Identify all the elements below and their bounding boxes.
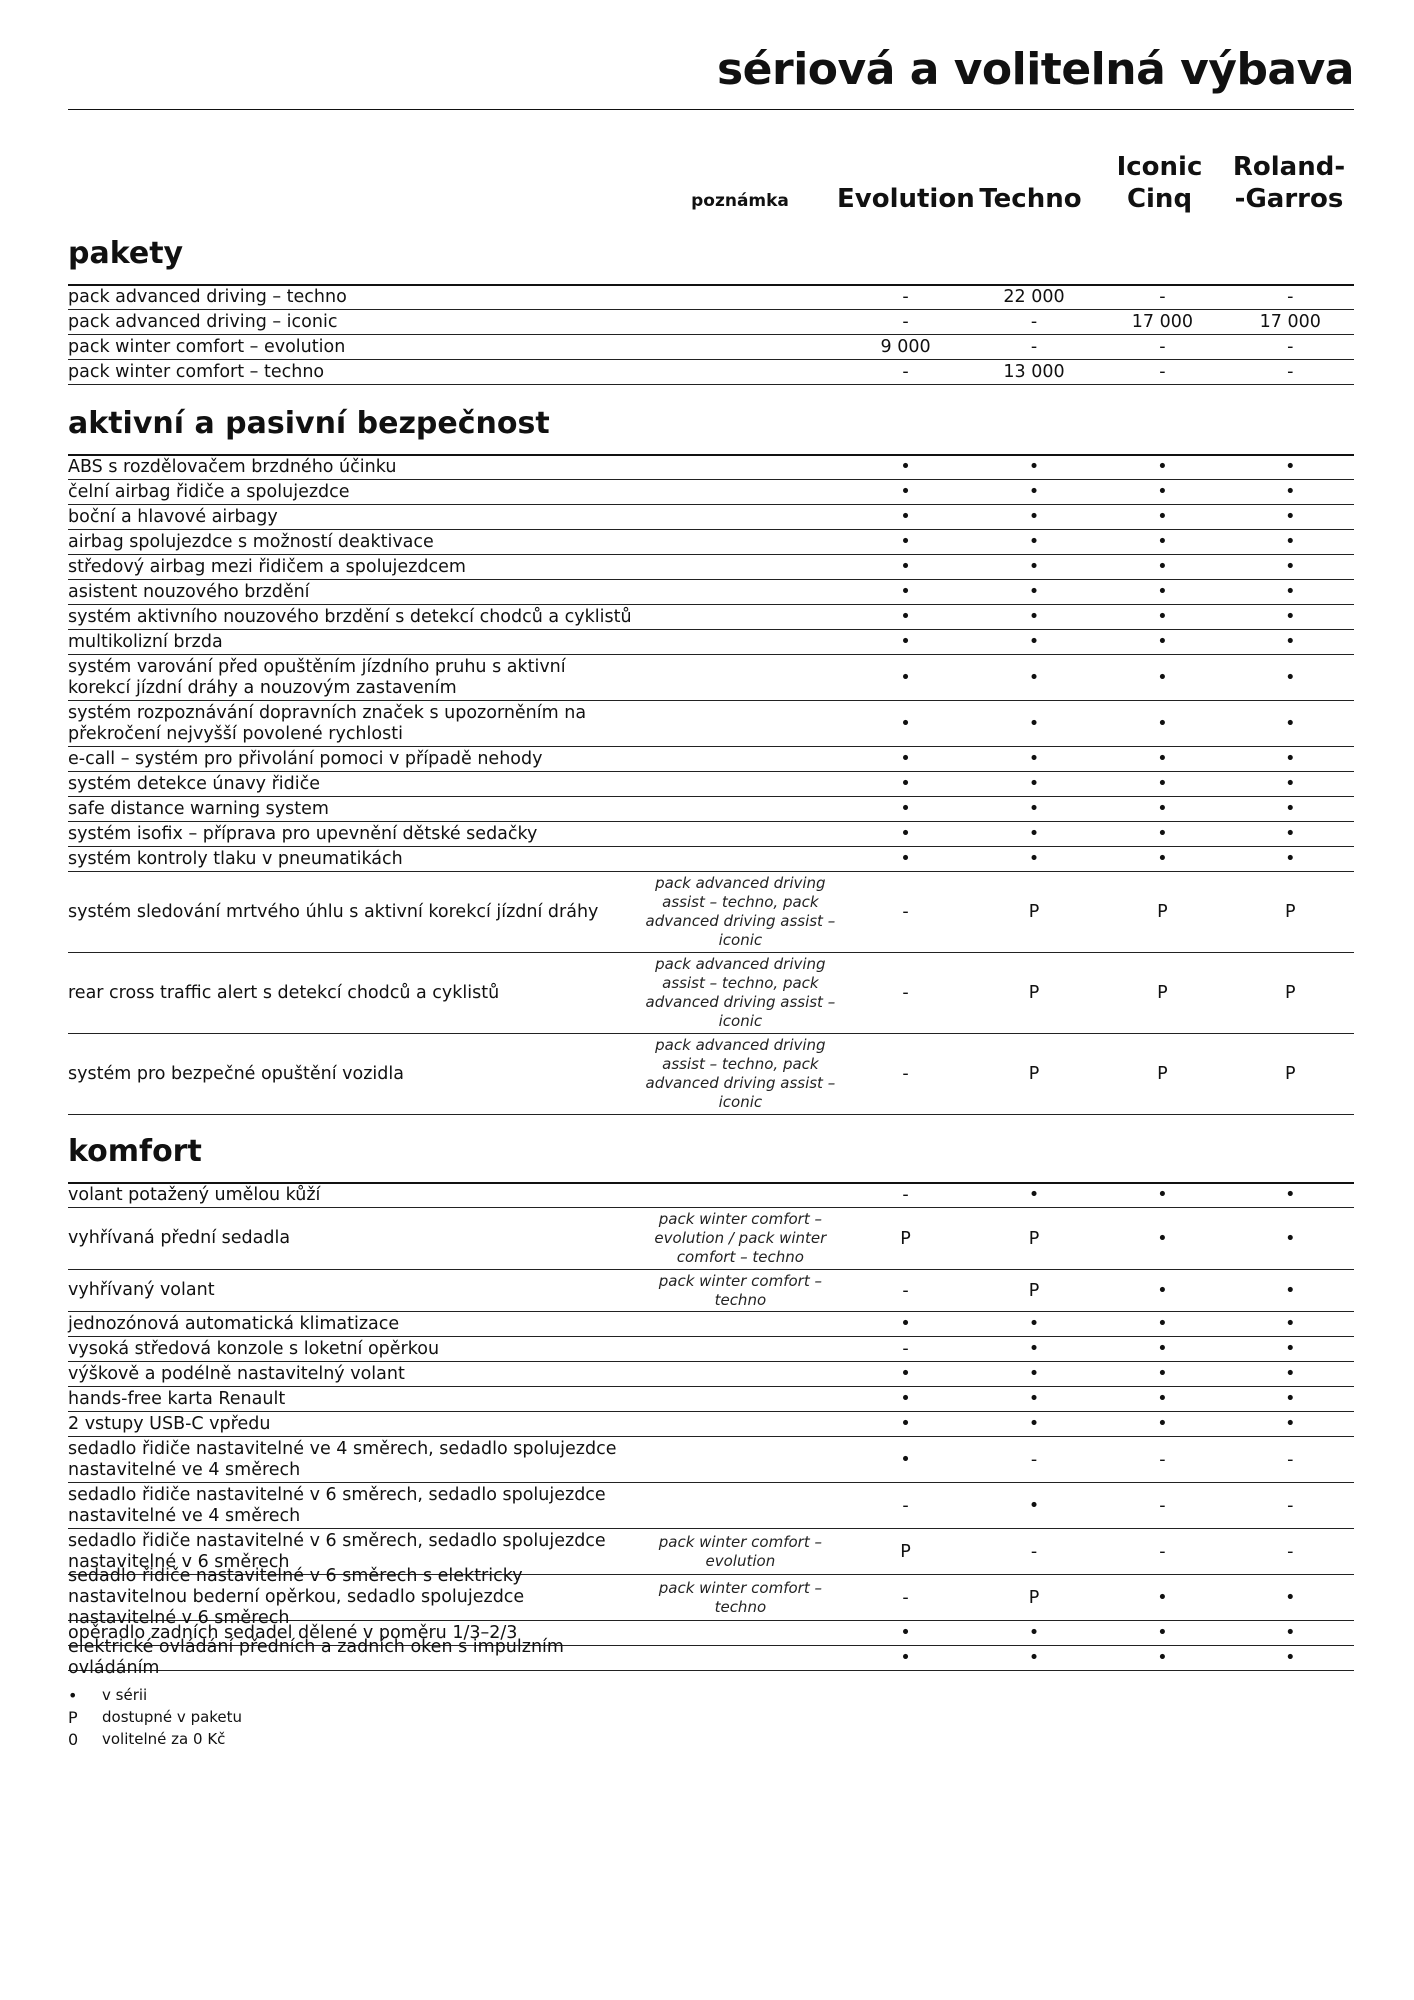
value-roland-garros: • — [1285, 824, 1296, 844]
feature-name: pack advanced driving – iconic — [68, 311, 338, 332]
table-row — [68, 847, 1354, 872]
legend-text: dostupné v paketu — [102, 1708, 243, 1726]
feature-name: elektrické ovládání předních a zadních oken s impulzním ovládáním — [68, 1637, 564, 1678]
value-techno: • — [1028, 713, 1040, 734]
feature-name: safe distance warning system — [68, 798, 329, 819]
value-evolution: • — [900, 607, 911, 627]
feature-name: pack winter comfort – evolution — [68, 336, 346, 357]
value-techno: - — [1030, 1449, 1038, 1470]
value-iconic-cinq: • — [1157, 557, 1168, 577]
table-row — [68, 1183, 1354, 1208]
value-techno: • — [1028, 774, 1040, 794]
table-row — [68, 953, 1354, 1034]
value-iconic-cinq: • — [1157, 713, 1168, 734]
value-iconic-cinq: • — [1157, 1314, 1168, 1334]
value-techno: 22 000 — [1003, 287, 1065, 307]
value-iconic-cinq: • — [1157, 799, 1168, 819]
table-row — [68, 1437, 1354, 1483]
feature-name: volant potažený umělou kůží — [68, 1184, 321, 1205]
value-roland-garros: • — [1285, 557, 1296, 577]
value-evolution: - — [902, 1495, 909, 1516]
value-roland-garros: • — [1285, 1280, 1296, 1301]
feature-name: pack winter comfort – techno — [68, 361, 325, 382]
column-header-roland-garros: Roland- -Garros — [1232, 152, 1346, 214]
table-row — [68, 605, 1354, 630]
feature-name: systém detekce únavy řidiče — [68, 773, 321, 794]
value-evolution: - — [902, 983, 909, 1003]
value-evolution: - — [902, 287, 909, 307]
value-roland-garros: P — [1284, 902, 1296, 922]
value-evolution: • — [900, 667, 911, 688]
value-roland-garros: • — [1285, 849, 1296, 869]
legend-item — [68, 1684, 242, 1706]
table-row — [68, 505, 1354, 530]
feature-name: boční a hlavové airbagy — [68, 506, 278, 527]
feature-name: systém rozpoznávání dopravních značek s upozorněním na překročení nejvyšší povolené rychlosti — [68, 702, 587, 744]
value-techno: 13 000 — [1003, 362, 1065, 382]
value-roland-garros: - — [1287, 1541, 1294, 1562]
feature-name: sedadlo řidiče nastavitelné v 6 směrech, sedadlo spolujezdce nastavitelné ve 4 směrech — [68, 1484, 606, 1526]
value-techno: P — [1028, 1587, 1040, 1608]
table-row — [68, 655, 1354, 701]
feature-note: pack winter comfort – techno — [658, 1271, 822, 1309]
value-roland-garros: • — [1285, 632, 1296, 652]
value-evolution: P — [900, 1228, 911, 1249]
value-iconic-cinq: • — [1157, 582, 1168, 602]
value-roland-garros: • — [1285, 482, 1296, 502]
value-evolution: - — [902, 1339, 909, 1359]
value-iconic-cinq: - — [1159, 337, 1166, 357]
value-evolution: - — [902, 1280, 909, 1301]
value-iconic-cinq: • — [1157, 667, 1168, 688]
legend-symbol: 0 — [68, 1729, 79, 1749]
feature-name: systém sledování mrtvého úhlu s aktivní korekcí jízdní dráhy — [68, 901, 599, 922]
feature-name: sedadlo řidiče nastavitelné ve 4 směrech, sedadlo spolujezdce nastavitelné ve 4 směrech — [68, 1438, 617, 1480]
value-evolution: P — [900, 1541, 911, 1562]
value-techno: - — [1030, 1541, 1038, 1562]
value-evolution: • — [900, 582, 911, 602]
value-techno: - — [1030, 312, 1038, 332]
value-evolution: • — [900, 532, 911, 552]
value-roland-garros: - — [1287, 337, 1294, 357]
title-divider — [68, 109, 1354, 110]
legend-item — [68, 1728, 242, 1750]
table-row — [68, 1270, 1354, 1312]
value-iconic-cinq: - — [1159, 287, 1166, 307]
feature-name: čelní airbag řidiče a spolujezdce — [68, 481, 350, 502]
value-techno: P — [1028, 1280, 1040, 1301]
feature-note: pack advanced driving assist – techno, pack advanced driving assist – iconic — [645, 874, 836, 949]
value-techno: • — [1028, 507, 1040, 527]
feature-note: pack winter comfort – evolution / pack winter comfort – techno — [654, 1210, 827, 1266]
value-techno: • — [1028, 1414, 1040, 1434]
table-row — [68, 701, 1354, 747]
feature-name: asistent nouzového brzdění — [68, 581, 310, 602]
table-row — [68, 335, 1354, 360]
value-techno: • — [1028, 1314, 1040, 1334]
value-evolution: • — [900, 1414, 911, 1434]
value-techno: • — [1028, 1389, 1040, 1409]
value-techno: • — [1028, 582, 1040, 602]
feature-name: 2 vstupy USB-C vpředu — [68, 1413, 271, 1434]
value-techno: • — [1028, 749, 1040, 769]
value-roland-garros: - — [1287, 362, 1294, 382]
note-column-header: poznámka — [691, 191, 789, 211]
value-iconic-cinq: • — [1157, 1280, 1168, 1301]
column-header-techno: Techno — [979, 184, 1082, 214]
value-roland-garros: P — [1284, 1064, 1296, 1084]
value-evolution: 9 000 — [880, 337, 931, 357]
value-roland-garros: 17 000 — [1259, 312, 1321, 332]
feature-name: pack advanced driving – techno — [68, 286, 347, 307]
table-row — [68, 872, 1354, 953]
table-row — [68, 455, 1354, 480]
value-techno: P — [1028, 1064, 1040, 1084]
value-techno: • — [1028, 1364, 1040, 1384]
value-roland-garros: • — [1285, 1648, 1296, 1668]
value-iconic-cinq: • — [1157, 1648, 1168, 1668]
table-row — [68, 797, 1354, 822]
value-evolution: - — [902, 902, 909, 922]
value-techno: P — [1028, 1228, 1040, 1249]
value-evolution: • — [900, 557, 911, 577]
value-techno: • — [1028, 1623, 1040, 1643]
value-iconic-cinq: • — [1157, 749, 1168, 769]
value-iconic-cinq: • — [1157, 1364, 1168, 1384]
value-roland-garros: • — [1285, 507, 1296, 527]
feature-name: systém aktivního nouzového brzdění s detekcí chodců a cyklistů — [68, 606, 632, 627]
value-iconic-cinq: • — [1157, 457, 1168, 477]
value-roland-garros: - — [1287, 1495, 1294, 1516]
feature-name: jednozónová automatická klimatizace — [68, 1313, 400, 1334]
value-techno: P — [1028, 902, 1040, 922]
table-row — [68, 630, 1354, 655]
feature-name: multikolizní brzda — [68, 631, 223, 652]
feature-note: pack advanced driving assist – techno, pack advanced driving assist – iconic — [645, 955, 836, 1030]
feature-name: opěradlo zadních sedadel dělené v poměru 1/3–2/3 — [68, 1622, 518, 1643]
section-title: pakety — [68, 236, 184, 271]
value-iconic-cinq: - — [1159, 1449, 1166, 1470]
value-evolution: • — [900, 1389, 911, 1409]
feature-name: středový airbag mezi řidičem a spolujezdcem — [68, 556, 466, 577]
table-row — [68, 1208, 1354, 1270]
value-roland-garros: • — [1285, 1339, 1296, 1359]
feature-name: rear cross traffic alert s detekcí chodců a cyklistů — [68, 982, 500, 1003]
value-roland-garros: • — [1285, 1414, 1296, 1434]
value-iconic-cinq: - — [1159, 1541, 1166, 1562]
value-iconic-cinq: • — [1157, 1414, 1168, 1434]
value-roland-garros: P — [1284, 983, 1296, 1003]
value-techno: • — [1028, 632, 1040, 652]
value-roland-garros: - — [1287, 287, 1294, 307]
value-evolution: • — [900, 774, 911, 794]
value-iconic-cinq: • — [1157, 607, 1168, 627]
value-evolution: - — [902, 1185, 909, 1205]
value-techno: • — [1028, 1495, 1040, 1516]
value-roland-garros: • — [1285, 774, 1296, 794]
value-iconic-cinq: - — [1159, 362, 1166, 382]
table-row — [68, 285, 1354, 310]
value-techno: • — [1028, 457, 1040, 477]
value-iconic-cinq: P — [1157, 983, 1168, 1003]
value-iconic-cinq: P — [1157, 902, 1168, 922]
value-roland-garros: • — [1285, 457, 1296, 477]
table-row — [68, 530, 1354, 555]
value-iconic-cinq: • — [1157, 1185, 1168, 1205]
value-iconic-cinq: P — [1157, 1064, 1168, 1084]
feature-note: pack winter comfort – techno — [658, 1578, 822, 1616]
value-roland-garros: • — [1285, 749, 1296, 769]
column-header-iconic-cinq: Iconic Cinq — [1116, 152, 1203, 214]
value-iconic-cinq: • — [1157, 774, 1168, 794]
value-techno: • — [1028, 1339, 1040, 1359]
value-techno: • — [1028, 557, 1040, 577]
feature-note: pack advanced driving assist – techno, pack advanced driving assist – iconic — [645, 1036, 836, 1111]
value-roland-garros: • — [1285, 1228, 1296, 1249]
value-iconic-cinq: • — [1157, 632, 1168, 652]
value-techno: P — [1028, 983, 1040, 1003]
legend-symbol: P — [68, 1707, 78, 1727]
legend-text: volitelné za 0 Kč — [102, 1730, 226, 1748]
table-row — [68, 1566, 1354, 1628]
feature-name: sedadlo řidiče nastavitelné v 6 směrech s elektricky nastavitelnou bederní opěrkou, sedadlo spolujezdce nastavitelné v 6 směrech — [68, 1566, 525, 1628]
value-evolution: • — [900, 507, 911, 527]
value-roland-garros: - — [1287, 1449, 1294, 1470]
value-iconic-cinq: 17 000 — [1131, 312, 1193, 332]
value-evolution: • — [900, 824, 911, 844]
value-roland-garros: • — [1285, 713, 1296, 734]
value-techno: • — [1028, 799, 1040, 819]
value-iconic-cinq: - — [1159, 1495, 1166, 1516]
table-row — [68, 1337, 1354, 1362]
column-header-evolution: Evolution — [837, 184, 975, 214]
feature-name: vyhřívaný volant — [68, 1280, 215, 1300]
feature-name: hands-free karta Renault — [68, 1388, 286, 1409]
value-evolution: • — [900, 749, 911, 769]
table-row — [68, 1387, 1354, 1412]
page-title: sériová a volitelná výbava — [716, 44, 1354, 95]
value-techno: • — [1028, 532, 1040, 552]
legend-item — [68, 1706, 242, 1728]
value-roland-garros: • — [1285, 582, 1296, 602]
feature-name: systém pro bezpečné opuštění vozidla — [68, 1063, 404, 1084]
table-row — [68, 1483, 1354, 1529]
value-roland-garros: • — [1285, 532, 1296, 552]
legend-symbol: • — [68, 1685, 78, 1705]
value-iconic-cinq: • — [1157, 824, 1168, 844]
value-evolution: • — [900, 457, 911, 477]
value-evolution: • — [900, 1623, 911, 1643]
value-evolution: • — [900, 482, 911, 502]
value-techno: • — [1028, 1185, 1040, 1205]
value-roland-garros: • — [1285, 799, 1296, 819]
feature-name: systém kontroly tlaku v pneumatikách — [68, 848, 403, 869]
table-row — [68, 310, 1354, 335]
feature-name: systém varování před opuštěním jízdního pruhu s aktivní korekcí jízdní dráhy a nouzovým zastavením — [68, 656, 566, 698]
value-evolution: • — [900, 1648, 911, 1668]
table-row — [68, 1412, 1354, 1437]
feature-name: vysoká středová konzole s loketní opěrkou — [68, 1338, 440, 1359]
feature-name: vyhřívaná přední sedadla — [68, 1228, 291, 1248]
table-row — [68, 822, 1354, 847]
table-row — [68, 580, 1354, 605]
table-row — [68, 1312, 1354, 1337]
value-iconic-cinq: • — [1157, 507, 1168, 527]
value-evolution: - — [902, 362, 909, 382]
value-roland-garros: • — [1285, 1389, 1296, 1409]
value-roland-garros: • — [1285, 1364, 1296, 1384]
value-roland-garros: • — [1285, 1314, 1296, 1334]
value-techno: • — [1028, 607, 1040, 627]
value-evolution: • — [900, 849, 911, 869]
value-evolution: • — [900, 799, 911, 819]
value-roland-garros: • — [1285, 1185, 1296, 1205]
feature-name: e-call – systém pro přivolání pomoci v případě nehody — [68, 748, 543, 769]
table-row — [68, 747, 1354, 772]
value-techno: • — [1028, 482, 1040, 502]
table-row — [68, 1362, 1354, 1387]
feature-note: pack winter comfort – evolution — [658, 1532, 822, 1570]
value-evolution: - — [902, 1587, 909, 1608]
value-evolution: • — [900, 713, 911, 734]
value-iconic-cinq: • — [1157, 849, 1168, 869]
table-row — [68, 1637, 1354, 1678]
value-roland-garros: • — [1285, 1623, 1296, 1643]
value-iconic-cinq: • — [1157, 482, 1168, 502]
value-evolution: • — [900, 1449, 911, 1470]
value-evolution: - — [902, 1064, 909, 1084]
table-row — [68, 360, 1354, 385]
value-techno: • — [1028, 849, 1040, 869]
feature-name: sedadlo řidiče nastavitelné v 6 směrech, sedadlo spolujezdce nastavitelné v 6 směrech — [68, 1530, 606, 1572]
value-roland-garros: • — [1285, 1587, 1296, 1608]
table-row — [68, 1034, 1354, 1115]
feature-name: systém isofix – příprava pro upevnění dětské sedačky — [68, 823, 538, 844]
table-row — [68, 480, 1354, 505]
value-iconic-cinq: • — [1157, 1587, 1168, 1608]
feature-name: ABS s rozdělovačem brzdného účinku — [68, 456, 397, 477]
value-evolution: - — [902, 312, 909, 332]
value-iconic-cinq: • — [1157, 1339, 1168, 1359]
table-row — [68, 555, 1354, 580]
feature-name: airbag spolujezdce s možností deaktivace — [68, 531, 434, 552]
value-iconic-cinq: • — [1157, 532, 1168, 552]
value-roland-garros: • — [1285, 667, 1296, 688]
value-techno: • — [1028, 1648, 1040, 1668]
section-title: aktivní a pasivní bezpečnost — [68, 406, 550, 441]
value-iconic-cinq: • — [1157, 1389, 1168, 1409]
value-iconic-cinq: • — [1157, 1228, 1168, 1249]
value-iconic-cinq: • — [1157, 1623, 1168, 1643]
value-evolution: • — [900, 1314, 911, 1334]
value-techno: • — [1028, 824, 1040, 844]
table-row — [68, 772, 1354, 797]
value-techno: • — [1028, 667, 1040, 688]
value-evolution: • — [900, 1364, 911, 1384]
legend-text: v sérii — [102, 1686, 148, 1704]
feature-name: výškově a podélně nastavitelný volant — [68, 1363, 405, 1384]
section-title: komfort — [68, 1134, 202, 1169]
value-evolution: • — [900, 632, 911, 652]
value-techno: - — [1030, 337, 1038, 357]
value-roland-garros: • — [1285, 607, 1296, 627]
legend — [68, 1684, 242, 1750]
